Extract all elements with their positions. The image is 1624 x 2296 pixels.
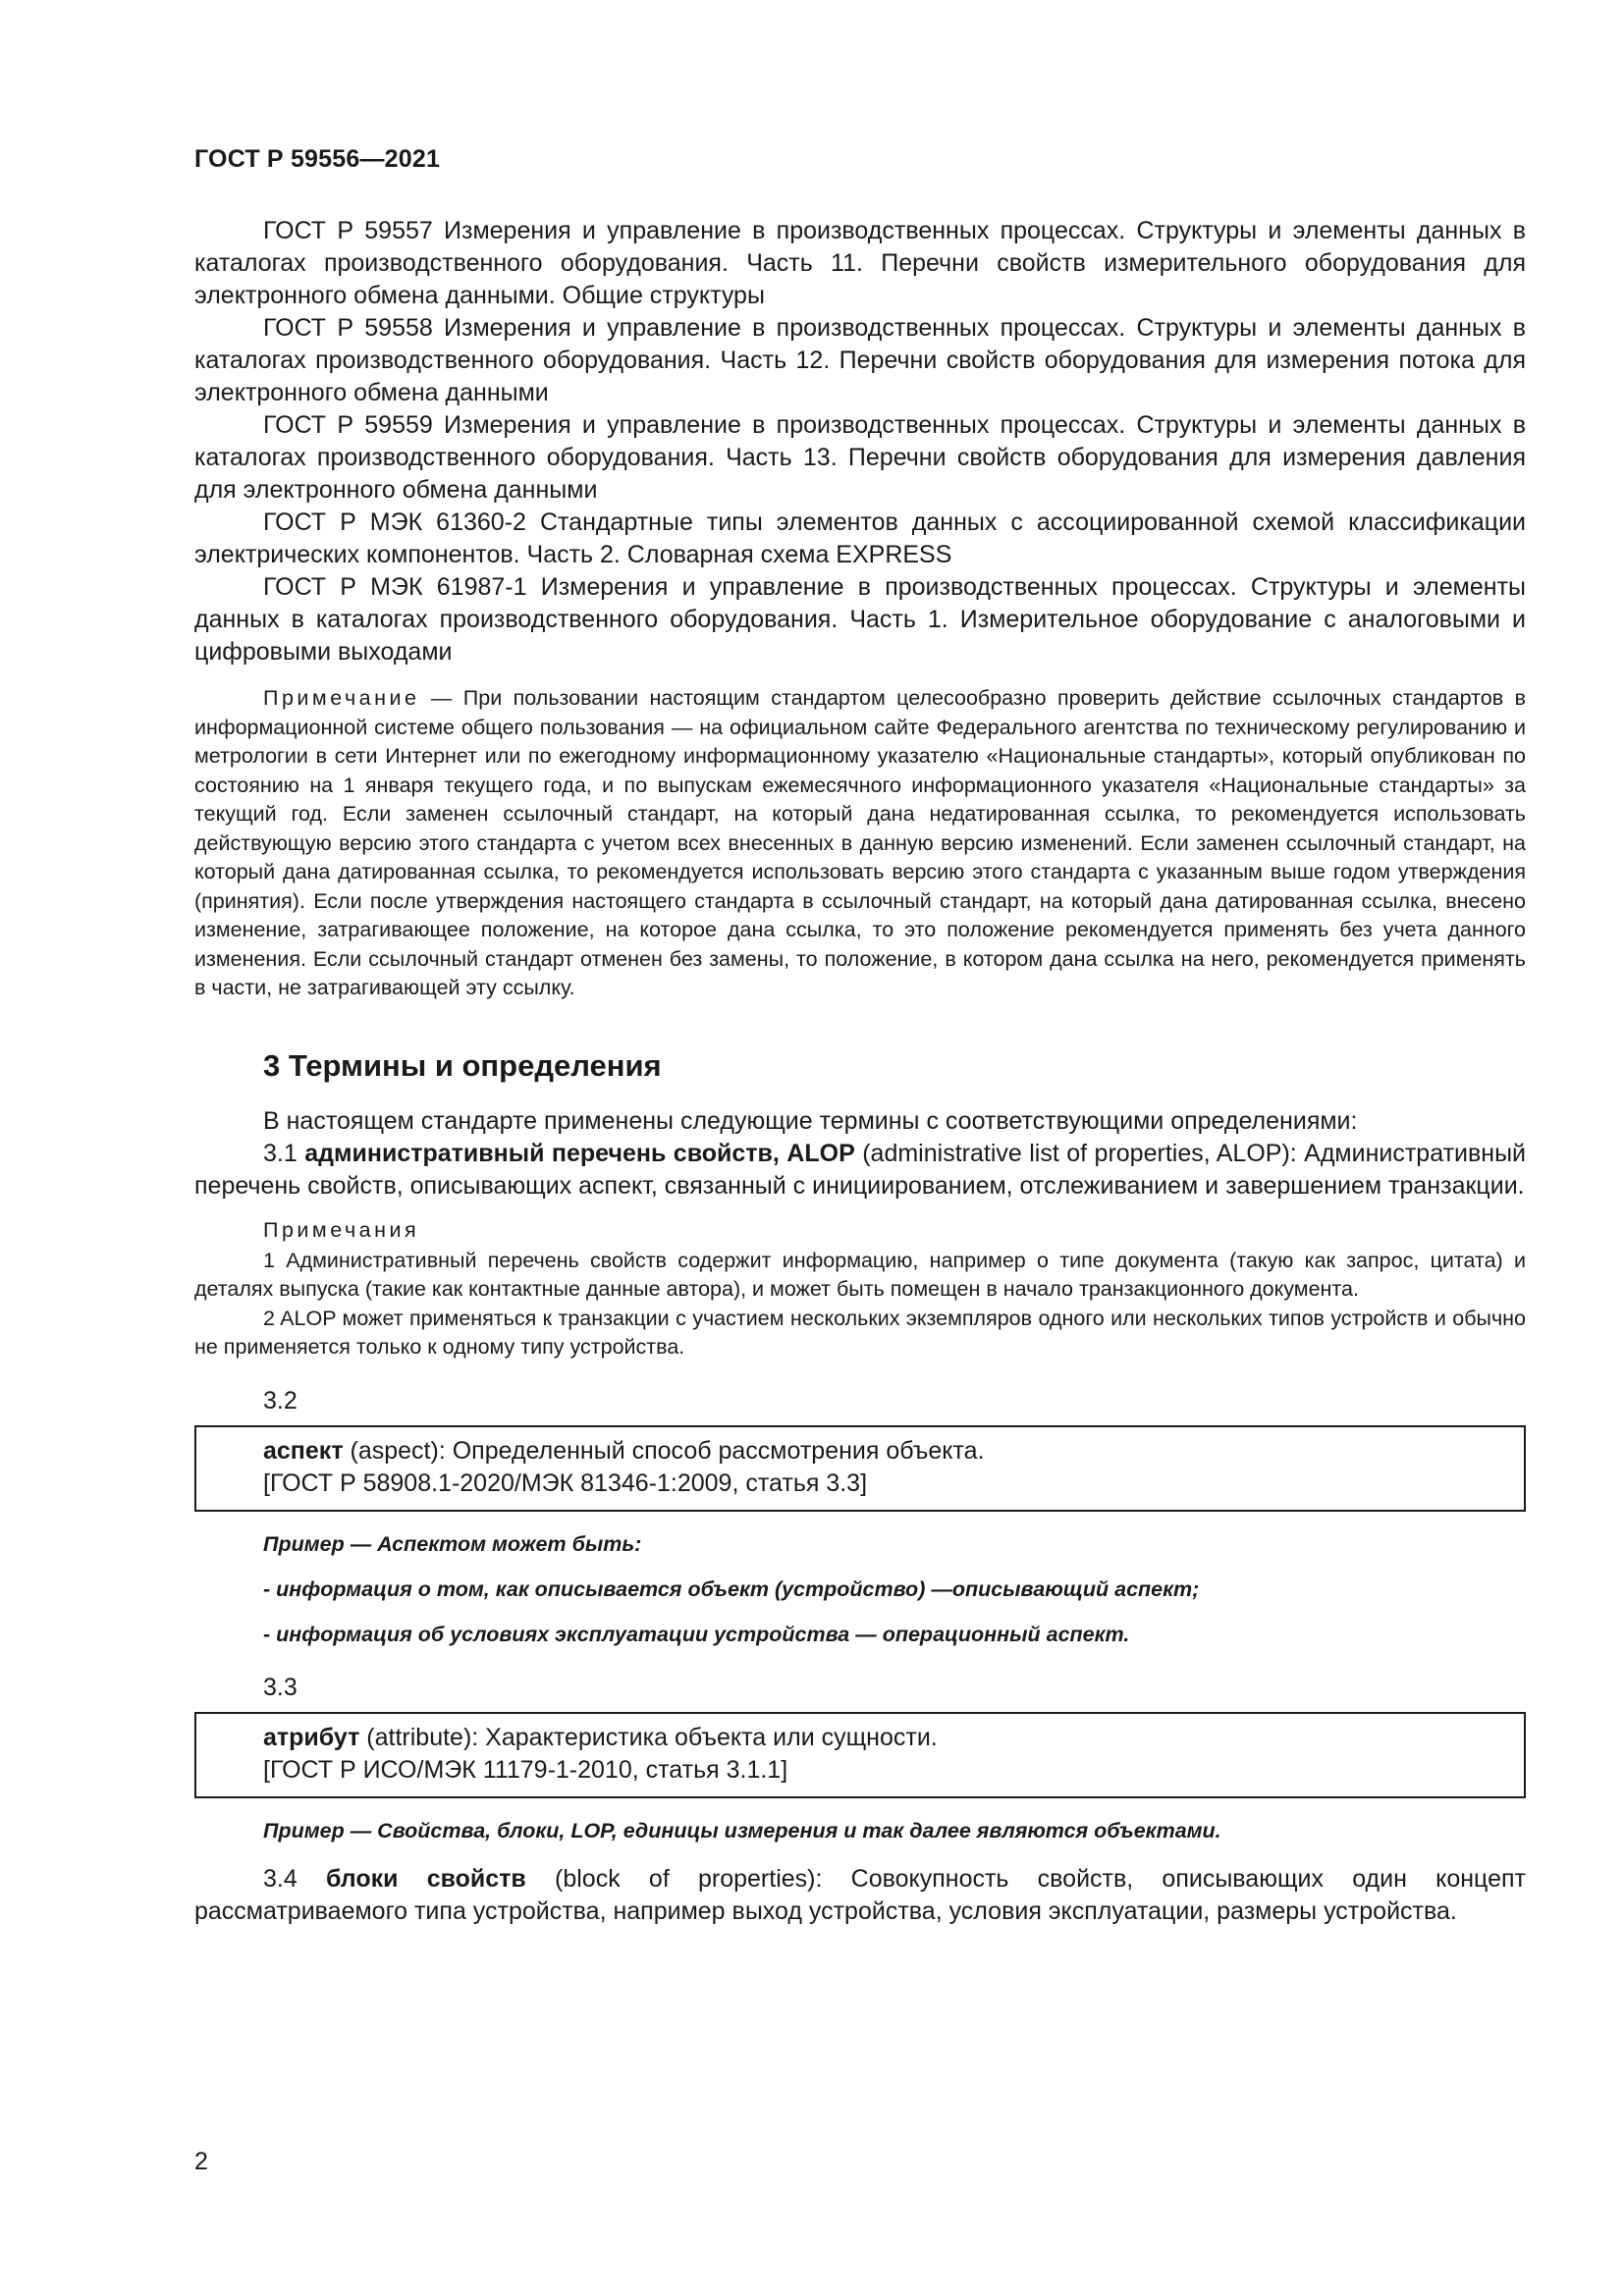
reference-item: ГОСТ Р МЭК 61360-2 Стандартные типы элементов данных с ассоциированной схемой классификации электрических компонентов. Часть 2. Словарная схема EXPRESS	[194, 508, 1526, 568]
term-3-4	[194, 1863, 1526, 1928]
term-name: блоки свойств	[325, 1864, 526, 1893]
term-definition: (aspect): Определенный способ рассмотрения объекта.	[343, 1436, 985, 1465]
reference-item: ГОСТ Р 59558 Измерения и управление в производственных процессах. Структуры и элементы данных в каталогах производственного оборудования. Часть 12. Перечни свойств оборудования для измерения потока для электронного обмена данными	[194, 314, 1526, 406]
page-number: 2	[194, 2148, 208, 2175]
document-header: ГОСТ Р 59556—2021	[194, 145, 441, 173]
term-name: атрибут	[263, 1723, 360, 1751]
note-item: 1 Административный перечень свойств содержит информацию, например о типе документа (такую как запрос, цитата) и деталях выпуска (такие как контактные данные автора), и может быть помещен в начало транзакционного документа.	[194, 1248, 1526, 1301]
term-definition: (attribute): Характеристика объекта или сущности.	[359, 1723, 938, 1751]
notes-title: Примечания	[263, 1217, 420, 1242]
section-intro: В настоящем стандарте применены следующие термины с соответствующими определениями:	[263, 1106, 1358, 1135]
example-line: - информация об условиях эксплуатации устройства — операционный аспект.	[263, 1622, 1130, 1646]
references-list	[194, 215, 1526, 668]
term-3-2-box	[194, 1425, 1526, 1512]
example-line: Пример — Свойства, блоки, LOP, единицы измерения и так далее являются объектами.	[263, 1818, 1221, 1842]
section-intro-block	[194, 1105, 1526, 1202]
term-3-3-definition	[263, 1722, 1504, 1754]
term-3-4-block	[194, 1863, 1526, 1928]
term-3-2-number: 3.2	[263, 1386, 298, 1415]
term-name: аспект	[263, 1436, 344, 1465]
term-3-2-definition	[263, 1435, 1504, 1468]
term-3-1	[194, 1138, 1526, 1202]
term-definition: (block of properties): Совокупность свойств, описывающих один концепт рассматриваемого типа устройства, например выход устройства, условия эксплуатации, размеры устройства.	[194, 1864, 1526, 1925]
note-item: 2 ALOP может применяться к транзакции с участием нескольких экземпляров одного или нескольких типов устройств и обычно не применяется только к одному типу устройства.	[194, 1306, 1526, 1359]
reference-item: ГОСТ Р МЭК 61987-1 Измерения и управление в производственных процессах. Структуры и элементы данных в каталогах производственного оборудования. Часть 1. Измерительное оборудование с аналоговыми и цифровыми выходами	[194, 573, 1526, 666]
term-source: [ГОСТ Р 58908.1-2020/МЭК 81346-1:2009, статья 3.3]	[263, 1468, 868, 1497]
section-title: 3 Термины и определения	[263, 1047, 662, 1083]
note-text: — При пользовании настоящим стандартом целесообразно проверить действие ссылочных стандартов в информационной системе общего пользования — на официальном сайте Федерального агентства по техническому регулированию и метрологии в сети Интернет или по ежегодному информационному указателю «Национальные стандарты», который опубликован по состоянию на 1 января текущего года, и по выпускам ежемесячного информационного указателя «Национальные стандарты» за текущий год. Если заменен ссылочный стандарт, на который дана недатированная ссылка, то рекомендуется использовать действующую версию этого стандарта с учетом всех внесенных в данную версию изменений. Если заменен ссылочный стандарт, на который дана датированная ссылка, то рекомендуется использовать версию этого стандарта с указанным выше годом утверждения (принятия). Если после утверждения настоящего стандарта в ссылочный стандарт, на который дана датированная ссылка, внесено изменение, затрагивающее положение, на которое дана ссылка, то это положение рекомендуется применять без учета данного изменения. Если ссылочный стандарт отменен без замены, то положение, в котором дана ссылка на него, рекомендуется применять в части, не затрагивающей эту ссылку.	[194, 686, 1526, 999]
example-line: Пример — Аспектом может быть:	[263, 1531, 642, 1556]
reference-item: ГОСТ Р 59559 Измерения и управление в производственных процессах. Структуры и элементы данных в каталогах производственного оборудования. Часть 13. Перечни свойств оборудования для измерения давления для электронного обмена данными	[194, 411, 1526, 504]
term-name: административный перечень свойств, ALOP	[304, 1139, 855, 1167]
references-note	[194, 684, 1526, 1003]
term-definition: (administrative list of properties, ALOP): Административный перечень свойств, описывающих аспект, связанный с инициированием, отслеживанием и завершением транзакции.	[194, 1139, 1527, 1200]
term-3-3-box	[194, 1712, 1526, 1798]
reference-item: ГОСТ Р 59557 Измерения и управление в производственных процессах. Структуры и элементы данных в каталогах производственного оборудования. Часть 11. Перечни свойств измерительного оборудования для электронного обмена данными. Общие структуры	[194, 217, 1526, 309]
term-number: 3.1	[263, 1139, 305, 1167]
term-source: [ГОСТ Р ИСО/МЭК 11179-1-2010, статья 3.1.1]	[263, 1755, 788, 1784]
document-page	[194, 145, 1526, 1928]
example-line: - информация о том, как описывается объект (устройство) —описывающий аспект;	[263, 1576, 1200, 1601]
term-3-3-number: 3.3	[263, 1673, 298, 1701]
note-label: Примечание	[263, 686, 420, 710]
term-number: 3.4	[263, 1864, 326, 1893]
